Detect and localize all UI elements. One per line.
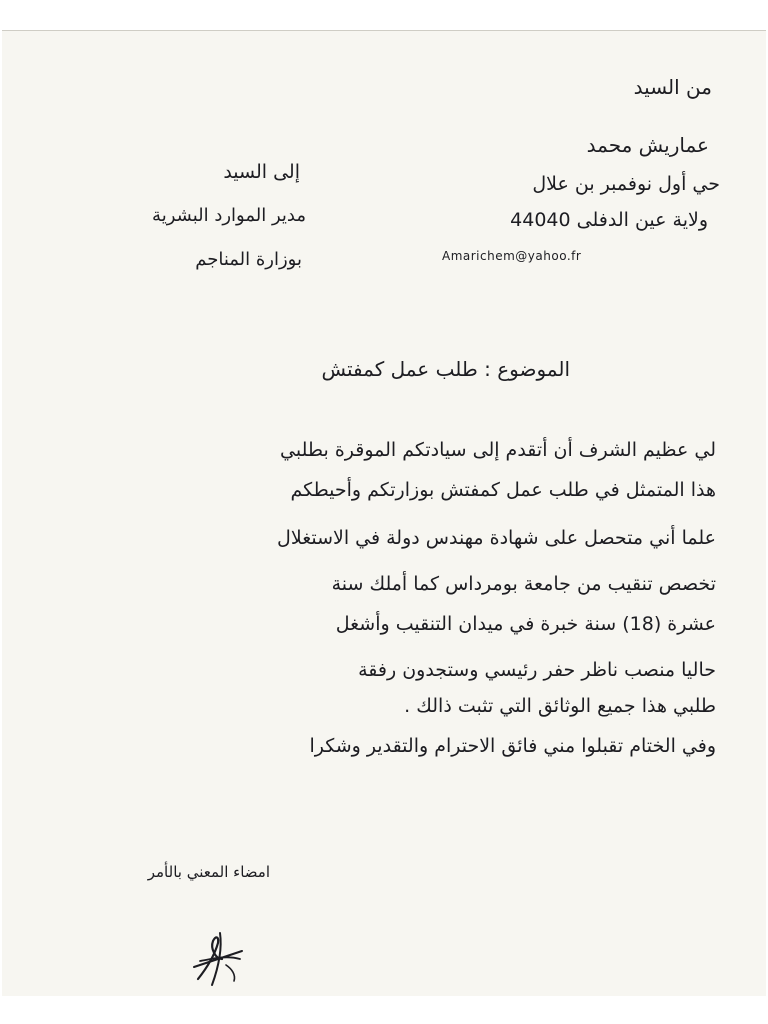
subject-line: الموضوع : طلب عمل كمفتش — [321, 357, 570, 381]
signature-mark — [192, 929, 248, 987]
body-line-5: عشرة (18) سنة خبرة في ميدان التنقيب وأشغل — [335, 613, 716, 635]
sender-name: عماريش محمد — [586, 133, 709, 157]
sender-heading: من السيد — [633, 75, 712, 99]
body-line-1: لي عظيم الشرف أن أتقدم إلى سيادتكم الموقرة بطلبي — [280, 439, 716, 461]
recipient-heading: إلى السيد — [223, 161, 300, 183]
signature-label: امضاء المعني بالأمر — [147, 863, 270, 881]
top-margin — [0, 0, 768, 30]
body-line-8: وفي الختام تقبلوا مني فائق الاحترام والتقدير وشكرا — [309, 735, 716, 757]
body-line-6: حاليا منصب ناظر حفر رئيسي وستجدون رفقة — [358, 659, 716, 681]
sender-email: Amarichem@yahoo.fr — [442, 249, 582, 263]
body-line-7: طلبي هذا جميع الوثائق التي تثبت ذالك . — [404, 695, 716, 717]
sender-address-line1: حي أول نوفمبر بن علال — [532, 173, 720, 195]
body-line-3: علما أني متحصل على شهادة مهندس دولة في الاستغلال — [277, 527, 716, 549]
recipient-title: مدير الموارد البشرية — [152, 205, 306, 226]
body-line-4: تخصص تنقيب من جامعة بومرداس كما أملك سنة — [331, 573, 716, 595]
body-line-2: هذا المتمثل في طلب عمل كمفتش بوزارتكم وأحيطكم — [290, 479, 716, 501]
recipient-organization: بوزارة المناجم — [195, 249, 302, 270]
sender-address-line2: ولاية عين الدفلى 44040 — [510, 209, 708, 231]
bottom-margin — [0, 996, 768, 1024]
letter-page — [2, 30, 766, 997]
